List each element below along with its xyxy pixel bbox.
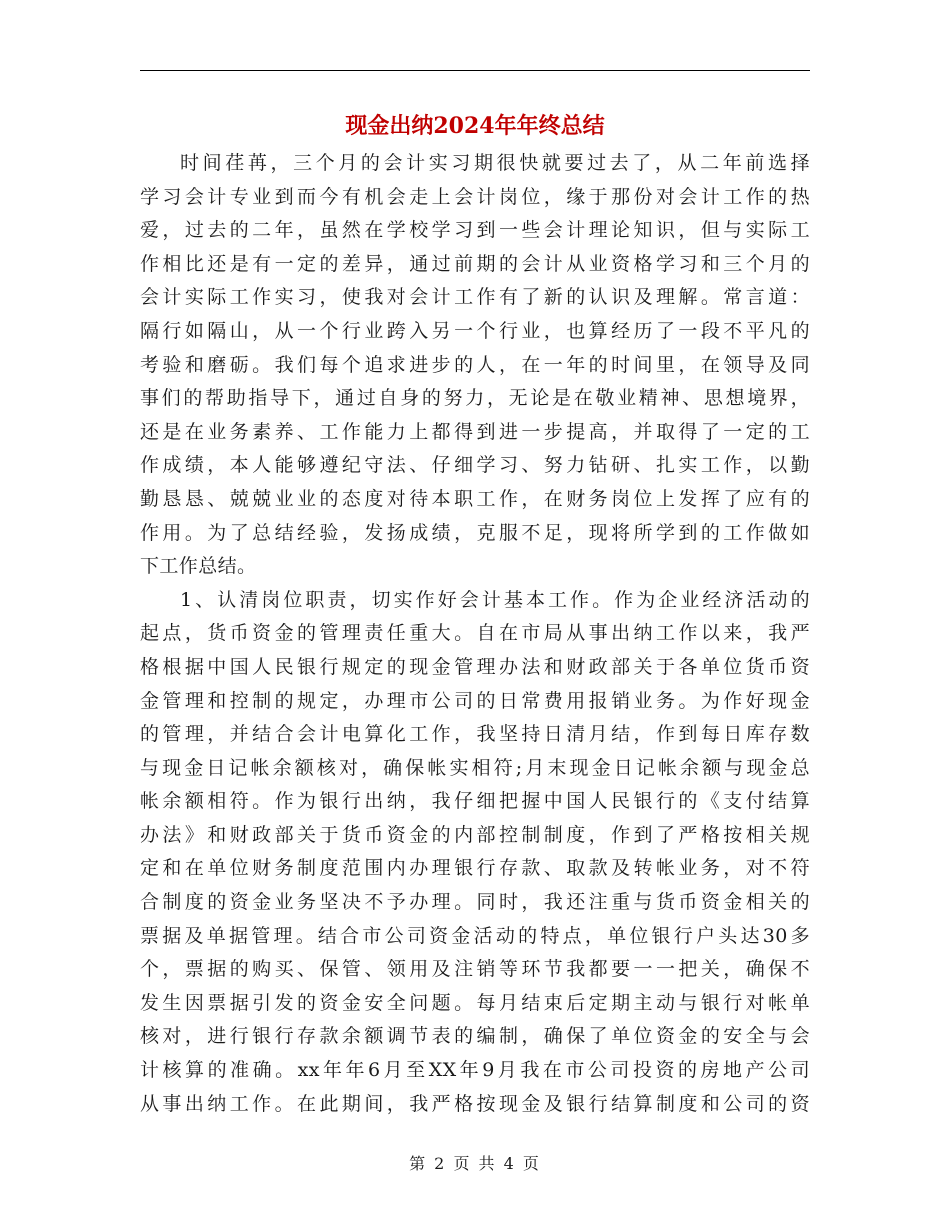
document-body: [140, 147, 810, 1121]
body-line: 金管理和控制的规定，办理市公司的日常费用报销业务。为作好现金: [140, 689, 810, 712]
body-line: 个，票据的购买、保管、领用及注销等环节我都要一一把关，确保不: [140, 958, 810, 981]
body-line: 起点，货币资金的管理责任重大。自在市局从事出纳工作以来，我严: [140, 622, 810, 645]
body-line: 票据及单据管理。结合市公司资金活动的特点，单位银行户头达30多: [140, 924, 810, 947]
body-line: 勤恳恳、兢兢业业的态度对待本职工作，在财务岗位上发挥了应有的: [140, 487, 810, 510]
body-line: 爱，过去的二年，虽然在学校学习到一些会计理论知识，但与实际工: [140, 219, 810, 242]
body-line: 定和在单位财务制度范围内办理银行存款、取款及转帐业务，对不符: [140, 857, 810, 880]
body-line: 格根据中国人民银行规定的现金管理办法和财政部关于各单位货币资: [140, 655, 810, 678]
body-line: 考验和磨砺。我们每个追求进步的人，在一年的时间里，在领导及同: [140, 353, 810, 376]
body-line: 作用。为了总结经验，发扬成绩，克服不足，现将所学到的工作做如: [140, 521, 810, 544]
document-title: 现金出纳2024年年终总结: [345, 113, 605, 139]
body-line: 还是在业务素养、工作能力上都得到进一步提高，并取得了一定的工: [140, 420, 810, 443]
body-line: 发生因票据引发的资金安全问题。每月结束后定期主动与银行对帐单: [140, 991, 810, 1014]
page-number: 第 2 页 共 4 页: [409, 1154, 541, 1173]
body-line: 合制度的资金业务坚决不予办理。同时，我还注重与货币资金相关的: [140, 891, 810, 914]
body-line: 会计实际工作实习，使我对会计工作有了新的认识及理解。常言道：: [140, 286, 810, 309]
body-line: 作相比还是有一定的差异，通过前期的会计从业资格学习和三个月的: [140, 252, 810, 275]
body-line: 1、认清岗位职责，切实作好会计基本工作。作为企业经济活动的: [180, 588, 810, 611]
body-line: 下工作总结。: [140, 555, 257, 578]
body-line: 事们的帮助指导下，通过自身的努力，无论是在敬业精神、思想境界，: [140, 387, 810, 410]
body-line: 的管理，并结合会计电算化工作，我坚持日清月结，作到每日库存数: [140, 723, 810, 746]
body-line: 计核算的准确。xx年年6月至XX年9月我在市公司投资的房地产公司: [140, 1059, 810, 1082]
body-line: 与现金日记帐余额核对，确保帐实相符;月末现金日记帐余额与现金总: [140, 756, 810, 779]
body-line: 核对，进行银行存款余额调节表的编制，确保了单位资金的安全与会: [140, 1025, 810, 1048]
body-line: 办法》和财政部关于货币资金的内部控制制度，作到了严格按相关规: [140, 823, 810, 846]
header-rule: [140, 70, 810, 71]
body-line: 帐余额相符。作为银行出纳，我仔细把握中国人民银行的《支付结算: [140, 790, 810, 813]
body-line: 从事出纳工作。在此期间，我严格按现金及银行结算制度和公司的资: [140, 1092, 810, 1115]
body-line: 时间荏苒，三个月的会计实习期很快就要过去了，从二年前选择: [180, 152, 810, 174]
body-line: 作成绩，本人能够遵纪守法、仔细学习、努力钻研、扎实工作，以勤: [140, 454, 810, 477]
body-line: 学习会计专业到而今有机会走上会计岗位，缘于那份对会计工作的热: [140, 185, 810, 208]
body-line: 隔行如隔山，从一个行业跨入另一个行业，也算经历了一段不平凡的: [140, 319, 810, 342]
